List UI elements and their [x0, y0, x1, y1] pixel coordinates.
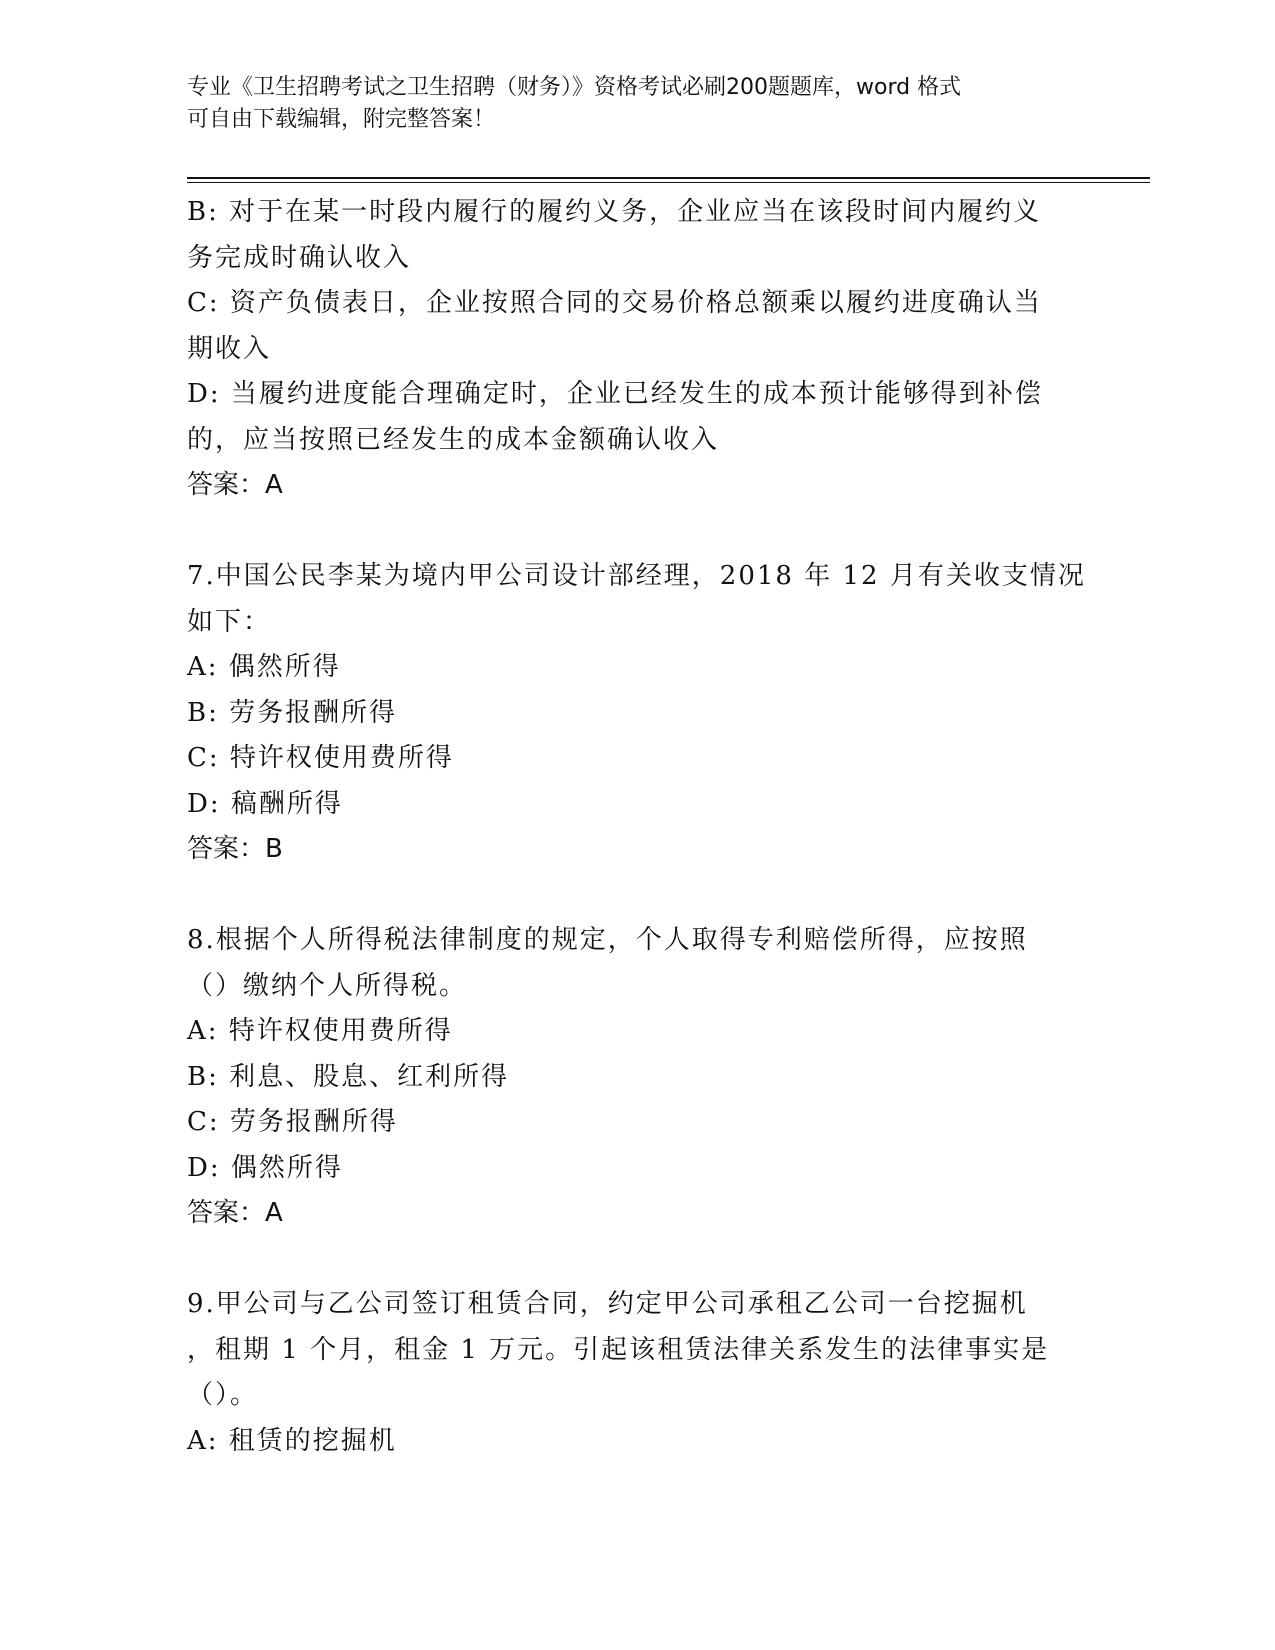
- q9-stem-line-3: （）。: [187, 1380, 259, 1410]
- q7-stem-line-1: 7.中国公民李某为境内甲公司设计部经理，2018 年 12 月有关收支情况: [187, 561, 1086, 591]
- q7-option-a: A: 偶然所得: [187, 652, 341, 682]
- header-divider-thin: [187, 182, 1150, 183]
- question-spacer: [187, 873, 1087, 919]
- q6-option-b-line-1: B: 对于在某一时段内履行的履约义务，企业应当在该段时间内履约义: [187, 197, 1042, 227]
- q8-stem-line-1: 8.根据个人所得税法律制度的规定，个人取得专利赔偿所得，应按照: [187, 925, 1028, 955]
- page-header: [187, 72, 1067, 136]
- question-8-block: [187, 918, 1087, 1237]
- header-title-line-2: 可自由下载编辑，附完整答案！: [187, 107, 496, 132]
- question-content: [187, 190, 1087, 1464]
- header-divider-thick: [187, 177, 1150, 179]
- question-spacer: [187, 1237, 1087, 1283]
- q6-option-c-line-1: C: 资产负债表日，企业按照合同的交易价格总额乘以履约进度确认当: [187, 288, 1042, 318]
- question-6-block: [187, 190, 1087, 509]
- q7-stem-line-2: 如下：: [187, 606, 272, 637]
- q6-option-d-line-1: D: 当履约进度能合理确定时，企业已经发生的成本预计能够得到补偿: [187, 379, 1043, 409]
- q8-option-b: B: 利息、股息、红利所得: [187, 1061, 510, 1092]
- q8-option-c: C: 劳务报酬所得: [187, 1107, 398, 1137]
- q7-answer: 答案：B: [187, 834, 283, 864]
- q8-answer: 答案：A: [187, 1198, 283, 1228]
- q9-stem-line-2: ，租期 1 个月，租金 1 万元。引起该租赁法律关系发生的法律事实是: [187, 1334, 1050, 1365]
- question-spacer: [187, 509, 1087, 555]
- q8-stem-line-2: （）缴纳个人所得税。: [187, 970, 468, 1001]
- q7-option-c: C: 特许权使用费所得: [187, 743, 454, 773]
- question-9-block: [187, 1282, 1087, 1464]
- q7-option-b: B: 劳务报酬所得: [187, 697, 398, 728]
- q9-option-a: A: 租赁的挖掘机: [187, 1425, 397, 1456]
- q7-option-d: D: 稿酬所得: [187, 788, 343, 819]
- q6-answer: 答案：A: [187, 470, 283, 500]
- header-title-line-1: 专业《卫生招聘考试之卫生招聘（财务）》资格考试必刷200题题库，word 格式: [187, 75, 962, 100]
- q6-option-b-line-2: 务完成时确认收入: [187, 242, 412, 273]
- question-7-block: [187, 554, 1087, 873]
- q8-option-a: A: 特许权使用费所得: [187, 1016, 453, 1046]
- q8-option-d: D: 偶然所得: [187, 1152, 343, 1183]
- q6-option-c-line-2: 期收入: [187, 333, 272, 364]
- q6-option-d-line-2: 的，应当按照已经发生的成本金额确认收入: [187, 424, 720, 455]
- q9-stem-line-1: 9.甲公司与乙公司签订租赁合同，约定甲公司承租乙公司一台挖掘机: [187, 1289, 1028, 1319]
